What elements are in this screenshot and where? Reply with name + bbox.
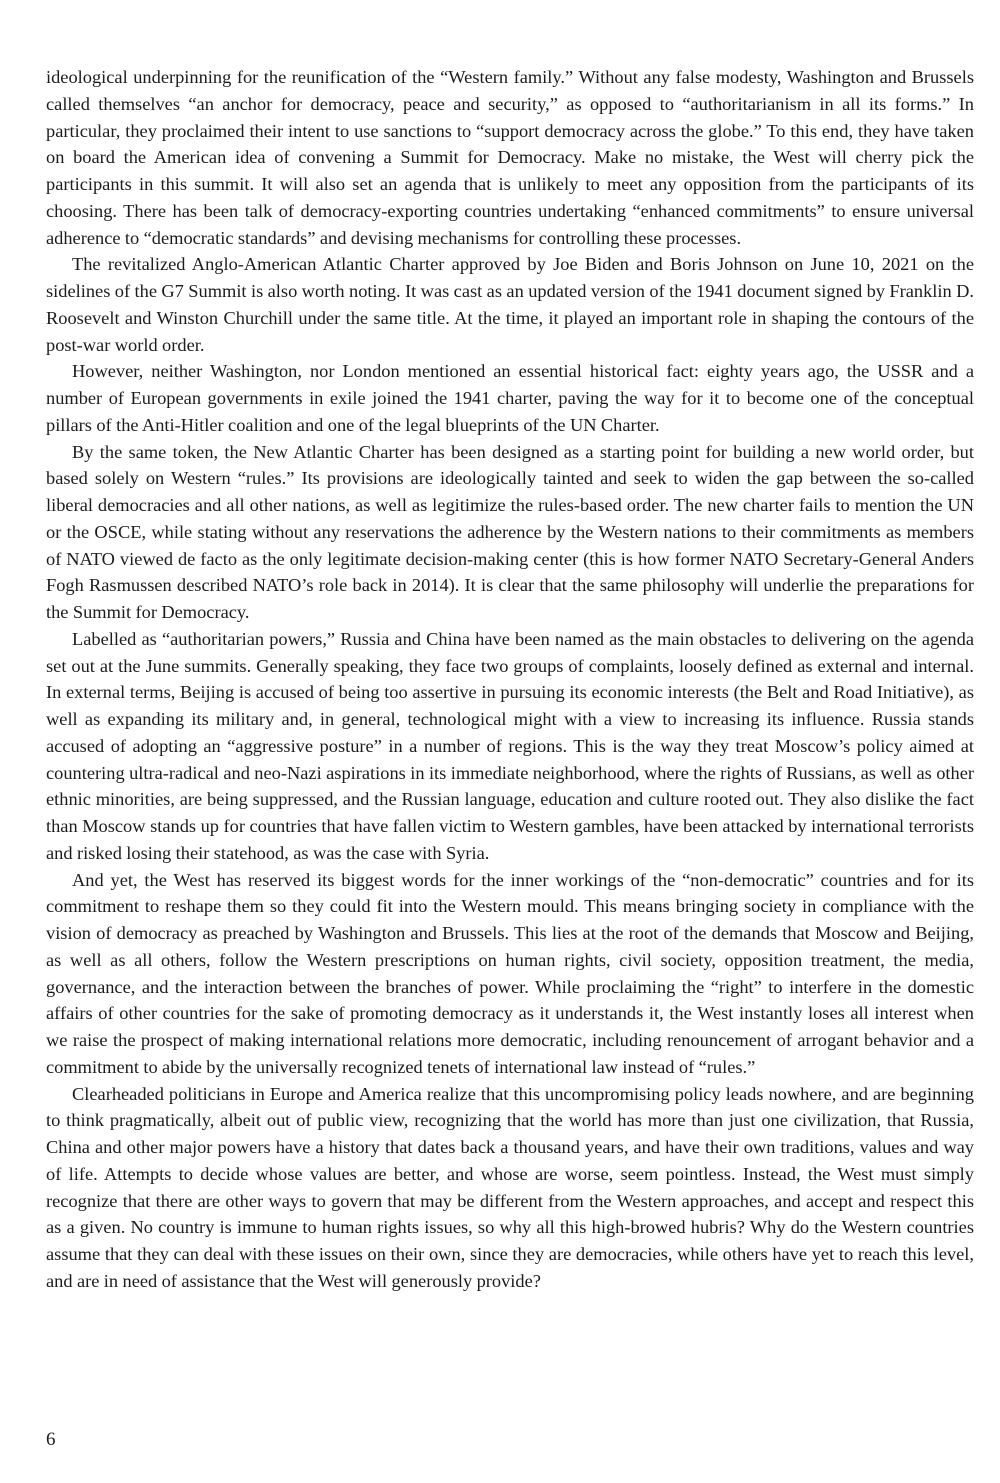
page-body [46,64,974,1295]
paragraph-4: By the same token, the New Atlantic Charter has been designed as a starting point for building a new world order, but based solely on Western “rules.” Its provisions are ideologically tainted and seek to widen the gap between the so-called liberal democracies and all other nations, as well as legitimize the rules-based order. The new charter fails to mention the UN or the OSCE, while stating without any reservations the adherence by the Western nations to their commitments as members of NATO viewed de facto as the only legitimate decision-making center (this is how former NATO Secretary-General Anders Fogh Rasmussen described NATO’s role back in 2014). It is clear that the same philosophy will underlie the preparations for the Summit for Democracy. [46,441,974,622]
paragraph-7: Clearheaded politicians in Europe and America realize that this uncompromising policy leads nowhere, and are beginning to think pragmatically, albeit out of public view, recognizing that the world has more than just one civilization, that Russia, China and other major powers have a history that dates back a thousand years, and have their own traditions, values and way of life. Attempts to decide whose values are better, and whose are worse, seem pointless. Instead, the West must simply recognize that there are other ways to govern that may be different from the Western approaches, and accept and respect this as a given. No country is immune to human rights issues, so why all this high-browed hubris? Why do the Western countries assume that they can deal with these issues on their own, since they are democracies, while others have yet to reach this level, and are in need of assistance that the West will generously provide? [46,1083,974,1291]
paragraph-6: And yet, the West has reserved its biggest words for the inner workings of the “non-democratic” countries and for its commitment to reshape them so they could fit into the Western mould. This means bringing society in compliance with the vision of democracy as preached by Washington and Brussels. This lies at the root of the demands that Moscow and Beijing, as well as all others, follow the Western prescriptions on human rights, civil society, opposition treatment, the media, governance, and the interaction between the branches of power. While proclaiming the “right” to interfere in the domestic affairs of other countries for the sake of promoting democracy as it understands it, the West instantly loses all interest when we raise the prospect of making international relations more democratic, including renouncement of arrogant behavior and a commitment to abide by the universally recognized tenets of international law instead of “rules.” [46,869,974,1077]
paragraph-3: However, neither Washington, nor London mentioned an essential historical fact: eighty years ago, the USSR and a number of European governments in exile joined the 1941 charter, paving the way for it to become one of the conceptual pillars of the Anti-Hitler coalition and one of the legal blueprints of the UN Charter. [46,361,974,435]
page-number: 6 [46,1429,56,1450]
paragraph-1: ideological underpinning for the reunification of the “Western family.” Without any false modesty, Washington and Brussels called themselves “an anchor for democracy, peace and security,” as opposed to “authoritarianism in all its forms.” In particular, they proclaimed their intent to use sanctions to “support democracy across the globe.” To this end, they have taken on board the American idea of convening a Summit for Democracy. Make no mistake, the West will cherry pick the participants in this summit. It will also set an agenda that is unlikely to meet any opposition from the participants of its choosing. There has been talk of democracy-exporting countries undertaking “enhanced commitments” to ensure universal adherence to “democratic standards” and devising mechanisms for controlling these processes. [46,67,974,248]
paragraph-2: The revitalized Anglo-American Atlantic Charter approved by Joe Biden and Boris Johnson on June 10, 2021 on the sidelines of the G7 Summit is also worth noting. It was cast as an updated version of the 1941 document signed by Franklin D. Roosevelt and Winston Churchill under the same title. At the time, it played an important role in shaping the contours of the post-war world order. [46,254,974,355]
paragraph-5: Labelled as “authoritarian powers,” Russia and China have been named as the main obstacles to delivering on the agenda set out at the June summits. Generally speaking, they face two groups of complaints, loosely defined as external and internal. In external terms, Beijing is accused of being too assertive in pursuing its economic interests (the Belt and Road Initiative), as well as expanding its military and, in general, technological might with a view to increasing its influence. Russia stands accused of adopting an “aggressive posture” in a number of regions. This is the way they treat Moscow’s policy aimed at countering ultra-radical and neo-Nazi aspirations in its immediate neighborhood, where the rights of Russians, as well as other ethnic minorities, are being suppressed, and the Russian language, education and culture rooted out. They also dislike the fact than Moscow stands up for countries that have fallen victim to Western gambles, have been attacked by international terrorists and risked losing their statehood, as was the case with Syria. [46,628,974,863]
